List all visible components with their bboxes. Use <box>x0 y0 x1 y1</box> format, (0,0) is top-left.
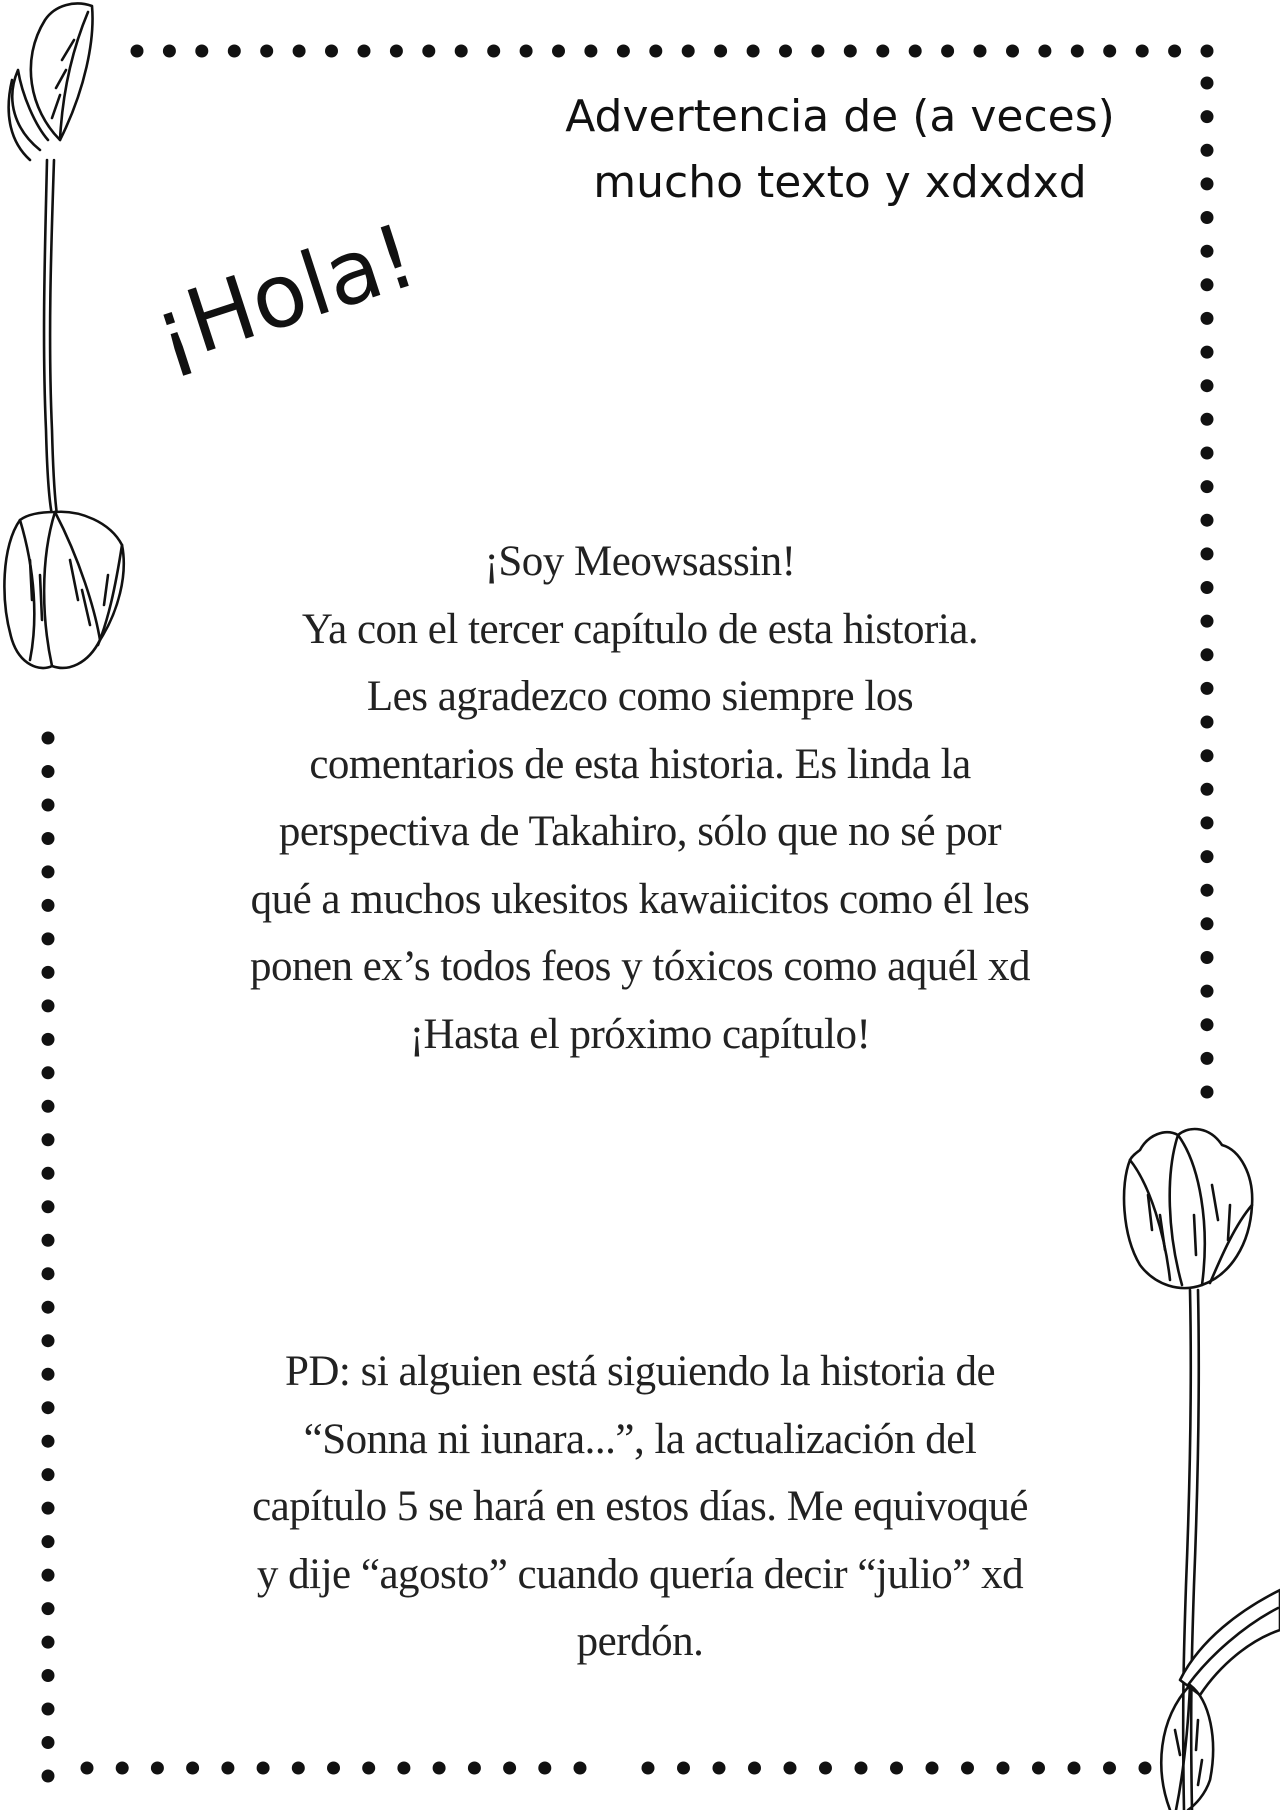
border-dot <box>574 1762 587 1775</box>
border-dot <box>1201 480 1214 493</box>
border-dot <box>1201 312 1214 325</box>
border-dot <box>487 45 500 58</box>
border-dot <box>1201 615 1214 628</box>
border-dot <box>221 1762 234 1775</box>
border-dot <box>42 865 55 878</box>
border-dot <box>42 1033 55 1046</box>
border-dot <box>1136 45 1149 58</box>
border-dot <box>116 1762 129 1775</box>
border-dot <box>1201 547 1214 560</box>
border-dot <box>1201 1018 1214 1031</box>
border-dot <box>390 45 403 58</box>
border-dot <box>748 1762 761 1775</box>
border-dot <box>42 932 55 945</box>
border-dot <box>1201 447 1214 460</box>
border-dot <box>42 1669 55 1682</box>
border-dot <box>42 1636 55 1649</box>
text-line: y dije “agosto” cuando quería decir “julio” xd <box>256 1550 1024 1598</box>
border-dot <box>997 1762 1010 1775</box>
border-dot <box>42 1703 55 1716</box>
border-dot <box>844 45 857 58</box>
border-dot <box>327 1762 340 1775</box>
border-dot <box>42 1301 55 1314</box>
border-dot <box>1201 985 1214 998</box>
tulip-top-left-icon <box>0 0 140 690</box>
leaf-bottom-right-icon <box>1140 1570 1280 1810</box>
border-dot <box>433 1762 446 1775</box>
border-dot <box>520 45 533 58</box>
border-dot <box>1201 45 1214 58</box>
border-dot <box>42 1468 55 1481</box>
border-dot <box>186 1762 199 1775</box>
postscript-paragraph <box>180 1338 1100 1676</box>
border-dot <box>163 45 176 58</box>
greeting-heading: ¡Hola! <box>140 203 428 385</box>
border-dot <box>195 45 208 58</box>
border-dot <box>42 1602 55 1615</box>
border-dot <box>941 45 954 58</box>
border-dot <box>747 45 760 58</box>
border-dot <box>677 1762 690 1775</box>
border-dot <box>1201 77 1214 90</box>
border-dot <box>1201 379 1214 392</box>
border-dot <box>503 1762 516 1775</box>
border-dot <box>1201 1086 1214 1099</box>
border-dot <box>649 45 662 58</box>
border-dot <box>1068 1762 1081 1775</box>
border-dot <box>1201 245 1214 258</box>
text-line: perdón. <box>576 1618 704 1665</box>
border-dot <box>1168 45 1181 58</box>
border-dot <box>362 1762 375 1775</box>
border-dot <box>1201 413 1214 426</box>
border-dot <box>1201 278 1214 291</box>
border-dot <box>779 45 792 58</box>
long-text-warning <box>520 84 1160 216</box>
border-dot <box>42 765 55 778</box>
border-dot <box>1201 917 1214 930</box>
border-dot <box>1201 884 1214 897</box>
border-dot <box>358 45 371 58</box>
border-dot <box>292 1762 305 1775</box>
border-dot <box>811 45 824 58</box>
border-dot <box>42 1368 55 1381</box>
border-dot <box>42 1234 55 1247</box>
border-dot <box>642 1762 655 1775</box>
border-dot <box>909 45 922 58</box>
border-dot <box>42 799 55 812</box>
border-dot <box>876 45 889 58</box>
warning-line: mucho texto y xdxdxd <box>593 157 1087 208</box>
text-line: ponen ex’s todos feos y tóxicos como aquél xd <box>249 943 1031 990</box>
border-dot <box>855 1762 868 1775</box>
border-dot <box>455 45 468 58</box>
border-dot <box>1201 581 1214 594</box>
border-dot <box>1201 816 1214 829</box>
border-dot <box>42 999 55 1012</box>
border-dot <box>1201 1052 1214 1065</box>
border-dot <box>293 45 306 58</box>
border-dot <box>552 45 565 58</box>
border-dot <box>42 1167 55 1180</box>
text-line: qué a muchos ukesitos kawaiicitos como él les <box>250 875 1030 923</box>
border-dot <box>714 45 727 58</box>
border-dot <box>1201 346 1214 359</box>
border-dot <box>42 1502 55 1515</box>
border-dot <box>42 1736 55 1749</box>
border-dot <box>1201 110 1214 123</box>
border-dot <box>42 1100 55 1113</box>
border-dot <box>961 1762 974 1775</box>
border-dot <box>584 45 597 58</box>
border-dot <box>1201 144 1214 157</box>
border-dot <box>325 45 338 58</box>
border-dot <box>1201 749 1214 762</box>
border-dot <box>42 1535 55 1548</box>
border-dot <box>1201 716 1214 729</box>
border-dot <box>42 1066 55 1079</box>
border-dot <box>784 1762 797 1775</box>
border-dot <box>260 45 273 58</box>
text-line: Ya con el tercer capítulo de esta historia. <box>301 605 979 653</box>
border-dot <box>42 1770 55 1783</box>
text-line: capítulo 5 se hará en estos días. Me equivoqué <box>252 1483 1028 1530</box>
border-dot <box>42 1435 55 1448</box>
text-line: PD: si alguien está siguiendo la historia de <box>284 1348 996 1395</box>
border-dot <box>974 45 987 58</box>
border-dot <box>1201 648 1214 661</box>
border-dot <box>42 1334 55 1347</box>
border-dot <box>1201 783 1214 796</box>
border-dot <box>42 1569 55 1582</box>
border-dot <box>397 1762 410 1775</box>
border-dot <box>1032 1762 1045 1775</box>
border-dot <box>42 832 55 845</box>
border-dot <box>228 45 241 58</box>
text-line: ¡Soy Meowsassin! <box>484 538 796 585</box>
border-dot <box>151 1762 164 1775</box>
text-line: perspectiva de Takahiro, sólo que no sé por <box>278 808 1002 855</box>
border-dot <box>257 1762 270 1775</box>
border-dot <box>1201 514 1214 527</box>
border-dot <box>42 966 55 979</box>
text-line: Les agradezco como siempre los <box>366 673 914 720</box>
text-line: comentarios de esta historia. Es linda la <box>309 740 971 788</box>
border-dot <box>926 1762 939 1775</box>
border-dot <box>42 1200 55 1213</box>
border-dot <box>42 899 55 912</box>
border-dot <box>1071 45 1084 58</box>
text-line: “Sonna ni iunara...”, la actualización del <box>303 1415 977 1463</box>
border-dot <box>1201 850 1214 863</box>
border-dot <box>1201 177 1214 190</box>
border-dot <box>538 1762 551 1775</box>
border-dot <box>1103 45 1116 58</box>
border-dot <box>1201 682 1214 695</box>
border-dot <box>1201 951 1214 964</box>
border-dot <box>713 1762 726 1775</box>
warning-line: Advertencia de (a veces) <box>565 91 1115 142</box>
intro-paragraph <box>180 528 1100 1068</box>
border-dot <box>1006 45 1019 58</box>
border-dot <box>617 45 630 58</box>
border-dot <box>42 1401 55 1414</box>
text-line: ¡Hasta el próximo capítulo! <box>409 1010 871 1058</box>
border-dot <box>1038 45 1051 58</box>
border-dot <box>81 1762 94 1775</box>
border-dot <box>42 1267 55 1280</box>
border-dot <box>890 1762 903 1775</box>
border-dot <box>42 732 55 745</box>
border-dot <box>468 1762 481 1775</box>
border-dot <box>422 45 435 58</box>
border-dot <box>682 45 695 58</box>
border-dot <box>42 1133 55 1146</box>
border-dot <box>819 1762 832 1775</box>
border-dot <box>1201 211 1214 224</box>
